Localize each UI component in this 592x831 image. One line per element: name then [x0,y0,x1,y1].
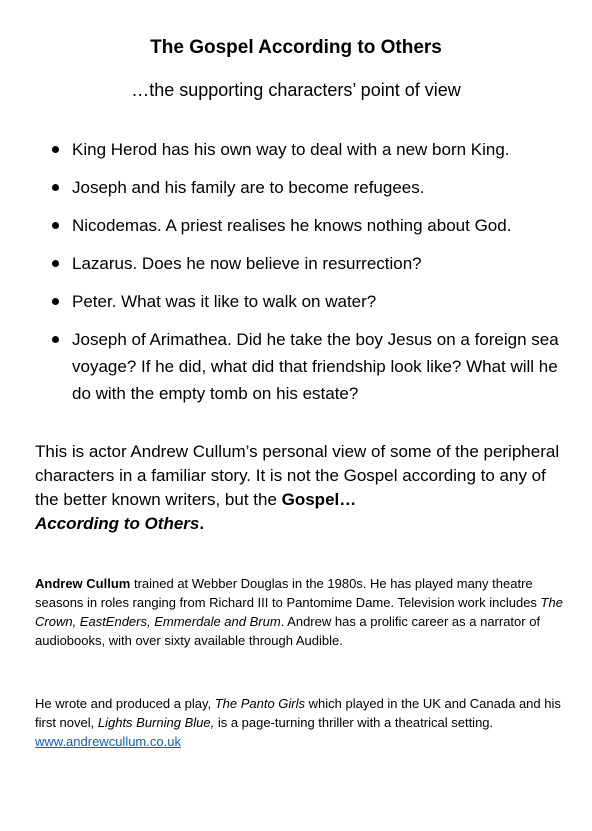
intro-text: This is actor Andrew Cullum’s personal view of some of the peripheral characters in a familiar story. It is not the Gospel according to any of the better known writers, but the [35,442,560,509]
bio-paragraph [35,574,565,650]
list-item [52,174,572,201]
list-item-text: Peter. What was it like to walk on water? [72,292,377,311]
bullet-icon [52,260,59,267]
bio-name: Andrew Cullum [35,576,131,591]
bio-shows: The Crown, EastEnders, Emmerdale and Brum [35,595,563,629]
novel-title: Lights Burning Blue, [97,715,215,730]
list-item-text: Nicodemas. A priest realises he knows nothing about God. [72,216,512,235]
bullet-icon [52,222,59,229]
intro-bold-italic-text: According to Others [35,514,200,533]
list-item [52,288,572,315]
list-item [52,212,572,239]
bullet-icon [52,184,59,191]
bio-text-2: . Andrew has a prolific career as a narrator of audiobooks, with over sixty available through Audible. [35,614,541,648]
intro-end: . [199,514,205,533]
bullet-icon [52,336,59,343]
page-title: The Gospel According to Others [150,37,442,58]
list-item-text: Joseph and his family are to become refugees. [72,178,425,197]
intro-paragraph [35,440,565,536]
character-list [52,136,572,418]
bio2-text-1: He wrote and produced a play, [35,696,215,711]
list-item [52,250,572,277]
list-item [52,136,572,163]
bullet-icon [52,298,59,305]
play-title: The Panto Girls [214,696,306,711]
website-link[interactable]: www.andrewcullum.co.uk [35,734,181,749]
page-subtitle: …the supporting characters’ point of view [131,80,461,100]
list-item-text: Joseph of Arimathea. Did he take the boy Jesus on a foreign sea voyage? If he did, what did that friendship look like? What will he do with the empty tomb on his estate? [72,330,559,403]
bio2-text-2: which played in the UK and Canada and his first novel, [35,696,561,730]
bio-text-1: trained at Webber Douglas in the 1980s. He has played many theatre seasons in roles ranging from Richard III to Pantomime Dame. Television work includes [35,576,541,610]
list-item-text: Lazarus. Does he now believe in resurrection? [72,254,422,273]
list-item [52,326,572,407]
list-item-text: King Herod has his own way to deal with a new born King. [72,140,510,159]
bio-works-paragraph [35,694,565,751]
bio2-text-3: is a page-turning thriller with a theatrical setting. [214,715,494,730]
intro-bold-text: Gospel… [281,490,357,509]
bullet-icon [52,146,59,153]
